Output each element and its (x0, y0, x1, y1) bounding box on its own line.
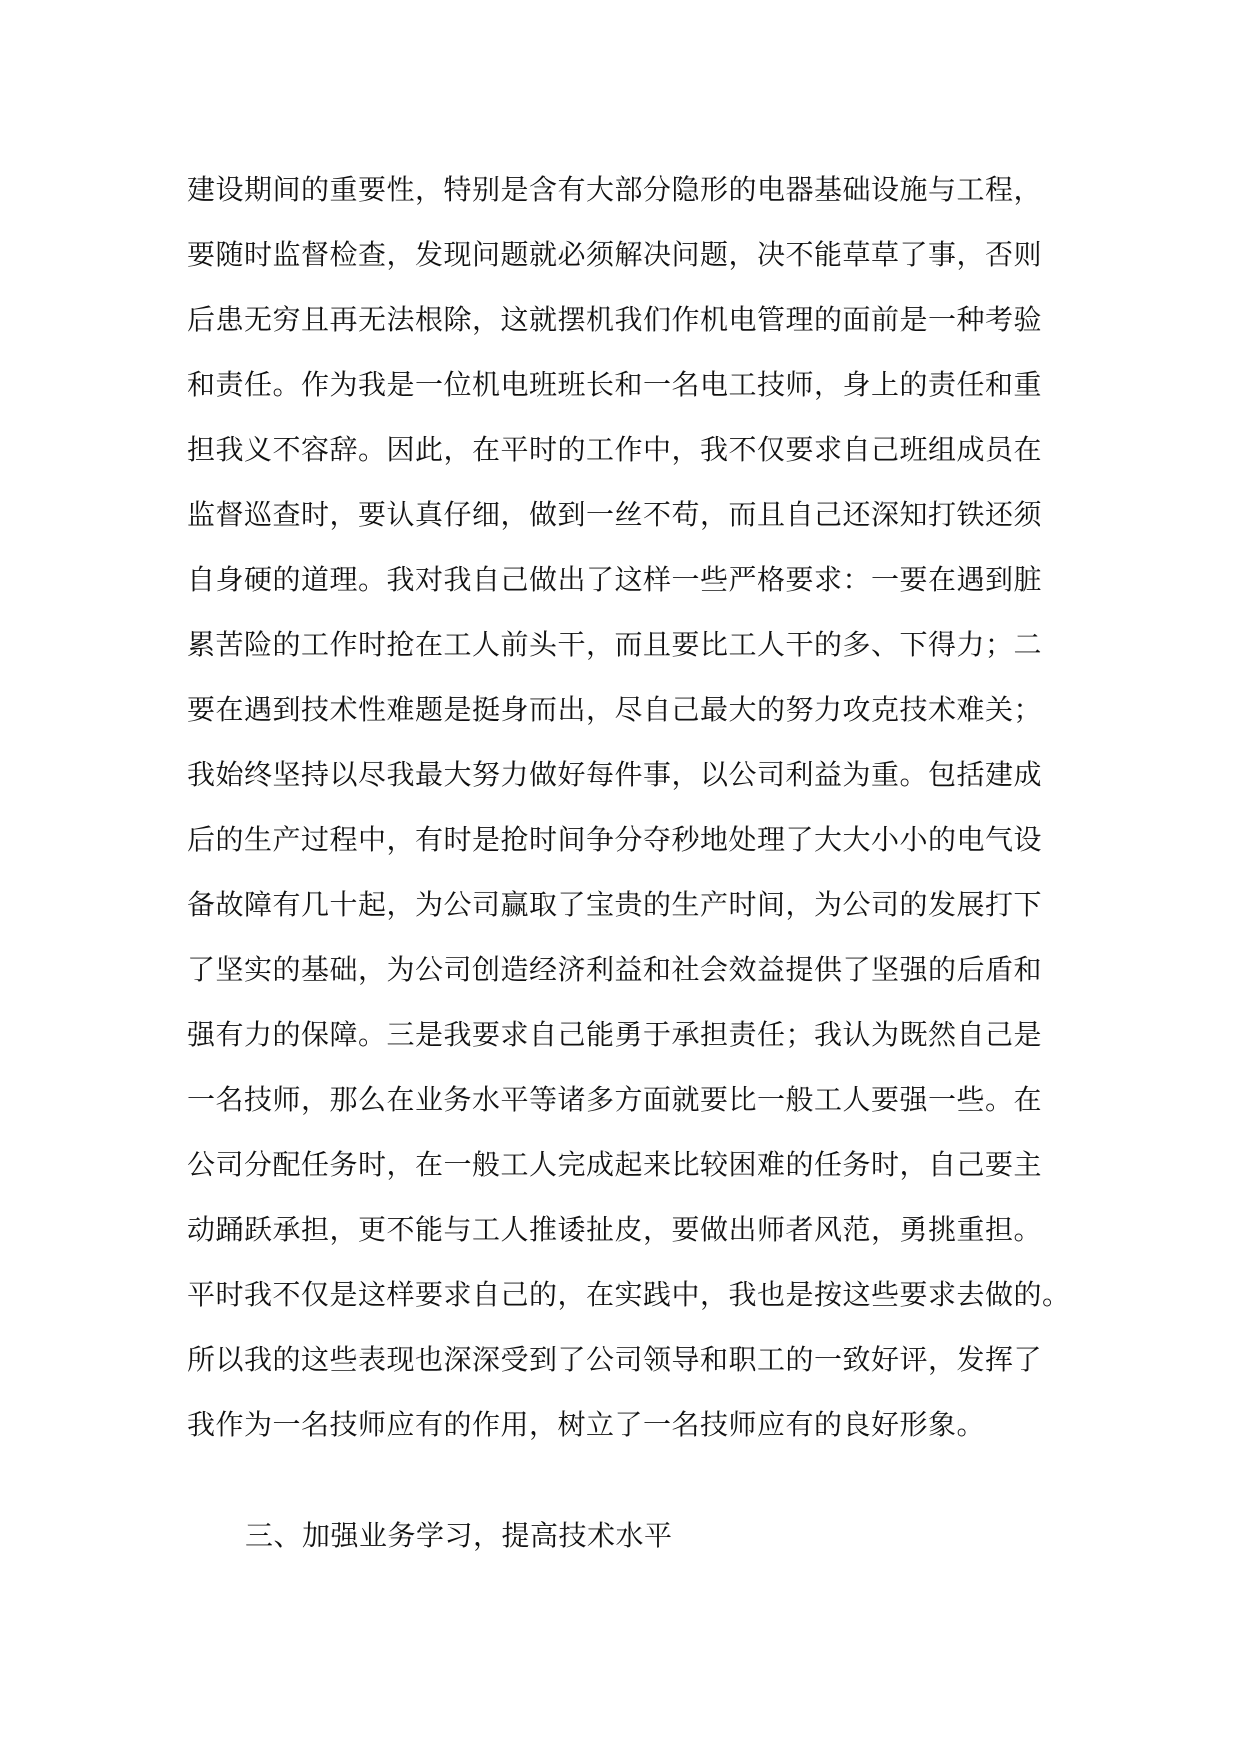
text-line: 后的生产过程中，有时是抢时间争分夺秒地处理了大大小小的电气设 (187, 823, 1043, 856)
text-line: 担我义不容辞。因此，在平时的工作中，我不仅要求自己班组成员在 (187, 433, 1043, 466)
text-line: 我始终坚持以尽我最大努力做好每件事，以公司利益为重。包括建成 (187, 758, 1043, 791)
text-line: 累苦险的工作时抢在工人前头干，而且要比工人干的多、下得力；二 (187, 628, 1043, 661)
text-line: 所以我的这些表现也深深受到了公司领导和职工的一致好评，发挥了 (187, 1343, 1043, 1376)
text-line: 我作为一名技师应有的作用，树立了一名技师应有的良好形象。 (187, 1408, 986, 1441)
text-line: 平时我不仅是这样要求自己的，在实践中，我也是按这些要求去做的。 (187, 1278, 1071, 1311)
text-line: 了坚实的基础，为公司创造经济利益和社会效益提供了坚强的后盾和 (187, 953, 1043, 986)
text-line: 要在遇到技术性难题是挺身而出，尽自己最大的努力攻克技术难关； (187, 693, 1043, 726)
text-line: 要随时监督检查，发现问题就必须解决问题，决不能草草了事，否则 (187, 238, 1043, 271)
body-paragraph (187, 157, 1087, 1457)
text-line: 自身硬的道理。我对我自己做出了这样一些严格要求：一要在遇到脏 (187, 563, 1043, 596)
text-line: 建设期间的重要性，特别是含有大部分隐形的电器基础设施与工程， (187, 173, 1043, 206)
text-line: 一名技师，那么在业务水平等诸多方面就要比一般工人要强一些。在 (187, 1083, 1043, 1116)
text-line: 强有力的保障。三是我要求自己能勇于承担责任；我认为既然自己是 (187, 1018, 1043, 1051)
text-line: 公司分配任务时，在一般工人完成起来比较困难的任务时，自己要主 (187, 1148, 1043, 1181)
text-line: 动踊跃承担，更不能与工人推诿扯皮，要做出师者风范，勇挑重担。 (187, 1213, 1043, 1246)
text-line: 备故障有几十起，为公司赢取了宝贵的生产时间，为公司的发展打下 (187, 888, 1043, 921)
section-heading: 三、加强业务学习，提高技术水平 (245, 1519, 673, 1552)
text-line: 后患无穷且再无法根除，这就摆机我们作机电管理的面前是一种考验 (187, 303, 1043, 336)
text-line: 和责任。作为我是一位机电班班长和一名电工技师，身上的责任和重 (187, 368, 1043, 401)
text-line: 监督巡查时，要认真仔细，做到一丝不苟，而且自己还深知打铁还须 (187, 498, 1043, 531)
